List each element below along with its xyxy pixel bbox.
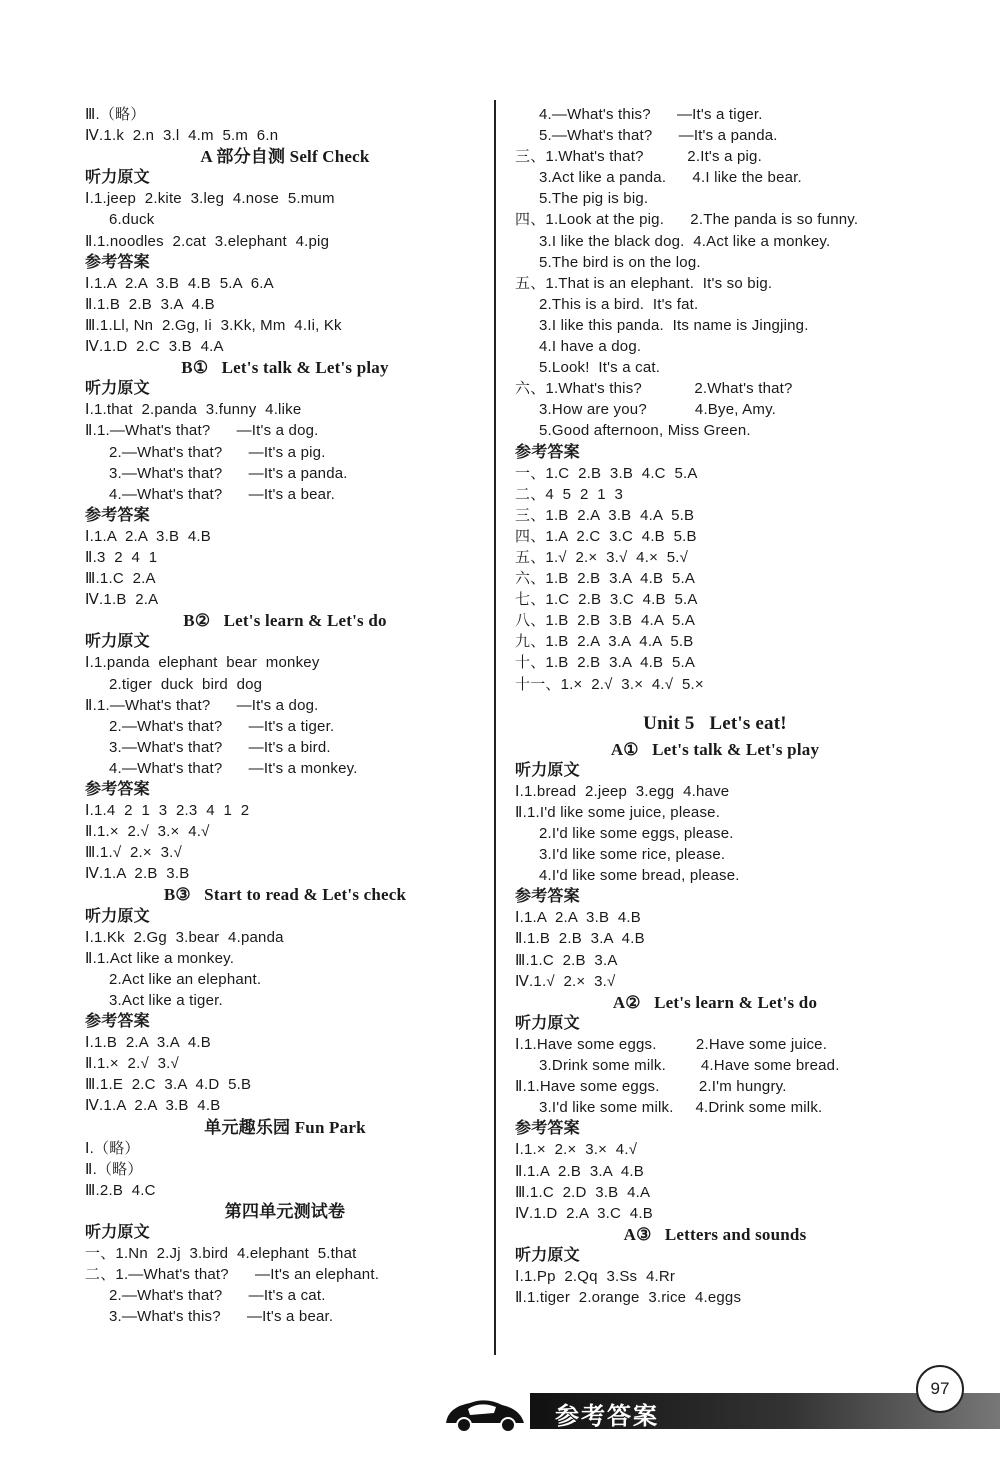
answer-line: 4.—What's that? —It's a monkey. xyxy=(109,759,358,777)
answer-line: 5.—What's that? —It's a panda. xyxy=(539,127,778,145)
section-heading: B② Let's learn & Let's do xyxy=(183,611,387,631)
section-label: 参考答案 xyxy=(515,443,580,461)
section-label: 参考答案 xyxy=(85,506,150,524)
answer-line: Ⅰ.1.Kk 2.Gg 3.bear 4.panda xyxy=(85,928,284,946)
answer-line: 4.I have a dog. xyxy=(539,338,642,356)
answer-line: Ⅲ.1.C 2.A xyxy=(85,570,156,588)
section-label: 听力原文 xyxy=(85,169,150,187)
answer-line: Ⅲ.1.C 2.D 3.B 4.A xyxy=(515,1183,651,1201)
answer-line: Ⅲ.1.Ll, Nn 2.Gg, Ii 3.Kk, Mm 4.Ii, Kk xyxy=(85,316,342,334)
answer-line: Ⅰ.1.B 2.A 3.A 4.B xyxy=(85,1034,211,1052)
answer-line: 2.—What's that? —It's a pig. xyxy=(109,443,326,461)
section-heading: B① Let's talk & Let's play xyxy=(181,358,389,378)
section-label: 听力原文 xyxy=(515,1014,580,1032)
answer-line: Ⅰ.1.A 2.A 3.B 4.B 5.A 6.A xyxy=(85,274,274,292)
answer-line: 六、1.What's this? 2.What's that? xyxy=(515,380,793,398)
footer-title: 参考答案 xyxy=(555,1402,659,1430)
answer-line: 三、1.What's that? 2.It's a pig. xyxy=(515,148,762,166)
answer-line: 4.—What's this? —It's a tiger. xyxy=(539,106,763,123)
answer-line: 3.—What's that? —It's a panda. xyxy=(109,464,348,482)
answer-line: 四、1.A 2.C 3.C 4.B 5.B xyxy=(515,527,697,545)
answer-line: Ⅲ.1.C 2.B 3.A xyxy=(515,951,618,969)
answer-line: 4.I'd like some bread, please. xyxy=(539,867,740,885)
answer-line: Ⅳ.1.A 2.A 3.B 4.B xyxy=(85,1097,221,1115)
answer-line: Ⅰ.1.panda elephant bear monkey xyxy=(85,654,320,672)
section-heading: A 部分自测 Self Check xyxy=(200,147,370,167)
answer-line: 五、1.√ 2.× 3.√ 4.× 5.√ xyxy=(515,548,689,566)
answer-line: 2.This is a bird. It's fat. xyxy=(539,295,699,313)
answer-line: Ⅱ.1.tiger 2.orange 3.rice 4.eggs xyxy=(515,1289,742,1307)
section-label: 听力原文 xyxy=(85,1223,150,1241)
page-number: 97 xyxy=(916,1365,964,1413)
answer-line: 3.Act like a panda. 4.I like the bear. xyxy=(539,169,802,187)
answer-line: 2.—What's that? —It's a cat. xyxy=(109,1287,326,1305)
column-divider xyxy=(494,100,496,1355)
section-heading: A③ Letters and sounds xyxy=(623,1224,807,1244)
section-label: 参考答案 xyxy=(515,888,580,906)
answer-line: Ⅳ.1.k 2.n 3.l 4.m 5.m 6.n xyxy=(85,127,279,145)
left-column xyxy=(85,104,485,1327)
answer-line: Ⅰ.1.Have some eggs. 2.Have some juice. xyxy=(515,1035,828,1053)
answer-line: Ⅳ.1.D 2.C 3.B 4.A xyxy=(85,338,224,356)
answer-line: Ⅱ.1.Have some eggs. 2.I'm hungry. xyxy=(515,1078,787,1096)
answer-line: 2.Act like an elephant. xyxy=(109,970,262,988)
section-heading: A① Let's talk & Let's play xyxy=(610,739,820,759)
answer-line: Ⅱ.1.× 2.√ 3.√ xyxy=(85,1055,179,1073)
answer-line: Ⅱ.1.noodles 2.cat 3.elephant 4.pig xyxy=(85,232,330,250)
answer-line: 一、1.Nn 2.Jj 3.bird 4.elephant 5.that xyxy=(85,1245,357,1263)
answer-line: Ⅱ.1.B 2.B 3.A 4.B xyxy=(85,295,215,313)
answer-line: Ⅰ.1.that 2.panda 3.funny 4.like xyxy=(85,401,302,419)
answer-line: 5.Good afternoon, Miss Green. xyxy=(539,422,751,440)
answer-line: 3.I like this panda. Its name is Jingjing. xyxy=(539,316,809,334)
answer-line: Ⅲ.2.B 4.C xyxy=(85,1181,156,1199)
section-heading: Unit 5 Let's eat! xyxy=(643,712,787,734)
section-label: 参考答案 xyxy=(85,253,150,271)
answer-line: Ⅳ.1.B 2.A xyxy=(85,591,159,609)
answer-line: 2.I'd like some eggs, please. xyxy=(539,825,734,842)
section-label: 听力原文 xyxy=(85,907,150,925)
answer-line: Ⅱ.（略） xyxy=(85,1160,143,1178)
answer-line: Ⅱ.1.A 2.B 3.A 4.B xyxy=(515,1162,644,1180)
answer-line: 5.Look! It's a cat. xyxy=(539,359,661,377)
answer-line: 3.I'd like some milk. 4.Drink some milk. xyxy=(539,1099,823,1117)
answer-line: Ⅱ.1.I'd like some juice, please. xyxy=(515,803,721,821)
answer-line: 6.duck xyxy=(109,211,155,229)
answer-line: Ⅱ.1.—What's that? —It's a dog. xyxy=(85,422,319,440)
answer-line: Ⅰ.（略） xyxy=(85,1139,140,1157)
answer-line: Ⅰ.1.Pp 2.Qq 3.Ss 4.Rr xyxy=(515,1267,676,1285)
answer-line: Ⅳ.1.√ 2.× 3.√ xyxy=(515,972,616,990)
car-icon xyxy=(440,1391,530,1435)
answer-line: 3.Act like a tiger. xyxy=(109,991,223,1009)
section-label: 听力原文 xyxy=(515,1246,580,1264)
section-label: 听力原文 xyxy=(85,633,150,651)
answer-line: Ⅰ.1.jeep 2.kite 3.leg 4.nose 5.mum xyxy=(85,190,335,208)
section-label: 参考答案 xyxy=(85,1013,150,1031)
answer-line: Ⅱ.1.—What's that? —It's a dog. xyxy=(85,696,319,714)
answer-line: 2.tiger duck bird dog xyxy=(109,675,263,693)
section-label: 参考答案 xyxy=(85,781,150,798)
page-footer xyxy=(440,1379,1000,1435)
section-label: 听力原文 xyxy=(515,761,580,779)
answer-line: 3.—What's this? —It's a bear. xyxy=(109,1308,334,1326)
section-label: 听力原文 xyxy=(85,380,150,398)
answer-line: 三、1.B 2.A 3.B 4.A 5.B xyxy=(515,506,695,524)
answer-line: 六、1.B 2.B 3.A 4.B 5.A xyxy=(515,570,696,588)
section-label: 参考答案 xyxy=(515,1120,580,1138)
answer-line: Ⅳ.1.A 2.B 3.B xyxy=(85,865,190,883)
answer-line: Ⅱ.1.Act like a monkey. xyxy=(85,949,235,967)
answer-line: 一、1.C 2.B 3.B 4.C 5.A xyxy=(515,464,698,482)
answer-line: 八、1.B 2.B 3.B 4.A 5.A xyxy=(515,612,696,630)
right-column xyxy=(515,104,915,1308)
answer-line: Ⅲ.1.E 2.C 3.A 4.D 5.B xyxy=(85,1076,252,1094)
answer-line: 十、1.B 2.B 3.A 4.B 5.A xyxy=(515,654,696,672)
section-heading: 第四单元测试卷 xyxy=(224,1201,346,1221)
answer-line: 3.I'd like some rice, please. xyxy=(539,846,726,864)
answer-line: Ⅲ.1.√ 2.× 3.√ xyxy=(85,844,182,862)
answer-line: 十一、1.× 2.√ 3.× 4.√ 5.× xyxy=(515,675,704,693)
answer-line: 2.—What's that? —It's a tiger. xyxy=(109,717,335,735)
answer-line: Ⅰ.1.bread 2.jeep 3.egg 4.have xyxy=(515,782,730,800)
answer-line: 二、4 5 2 1 3 xyxy=(515,485,624,503)
answer-line: Ⅱ.3 2 4 1 xyxy=(85,548,158,566)
answer-line: Ⅰ.1.4 2 1 3 2.3 4 1 2 xyxy=(85,802,250,820)
answer-line: Ⅰ.1.A 2.A 3.B 4.B xyxy=(515,909,641,927)
answer-line: 5.The pig is big. xyxy=(539,190,649,208)
answer-line: 四、1.Look at the pig. 2.The panda is so funny. xyxy=(515,211,859,229)
answer-line: 5.The bird is on the log. xyxy=(539,253,701,271)
answer-line: 3.Drink some milk. 4.Have some bread. xyxy=(539,1057,840,1075)
answer-line: Ⅰ.1.× 2.× 3.× 4.√ xyxy=(515,1141,638,1159)
section-heading: A② Let's learn & Let's do xyxy=(612,992,818,1012)
section-heading: B③ Start to read & Let's check xyxy=(163,885,407,905)
answer-line: Ⅲ.（略） xyxy=(85,106,146,123)
answer-line: Ⅰ.1.A 2.A 3.B 4.B xyxy=(85,527,211,545)
answer-line: 二、1.—What's that? —It's an elephant. xyxy=(85,1266,380,1284)
answer-line: Ⅳ.1.D 2.A 3.C 4.B xyxy=(515,1204,653,1222)
answer-line: Ⅱ.1.B 2.B 3.A 4.B xyxy=(515,930,645,948)
answer-line: 3.—What's that? —It's a bird. xyxy=(109,738,331,756)
section-heading: 单元趣乐园 Fun Park xyxy=(204,1117,366,1137)
answer-line: Ⅱ.1.× 2.√ 3.× 4.√ xyxy=(85,823,210,841)
answer-line: 3.I like the black dog. 4.Act like a monkey. xyxy=(539,232,831,250)
answer-line: 3.How are you? 4.Bye, Amy. xyxy=(539,401,777,419)
answer-line: 九、1.B 2.A 3.A 4.A 5.B xyxy=(515,633,694,651)
answer-line: 七、1.C 2.B 3.C 4.B 5.A xyxy=(515,591,698,609)
answer-line: 4.—What's that? —It's a bear. xyxy=(109,485,335,503)
answer-line: 五、1.That is an elephant. It's so big. xyxy=(515,274,773,292)
